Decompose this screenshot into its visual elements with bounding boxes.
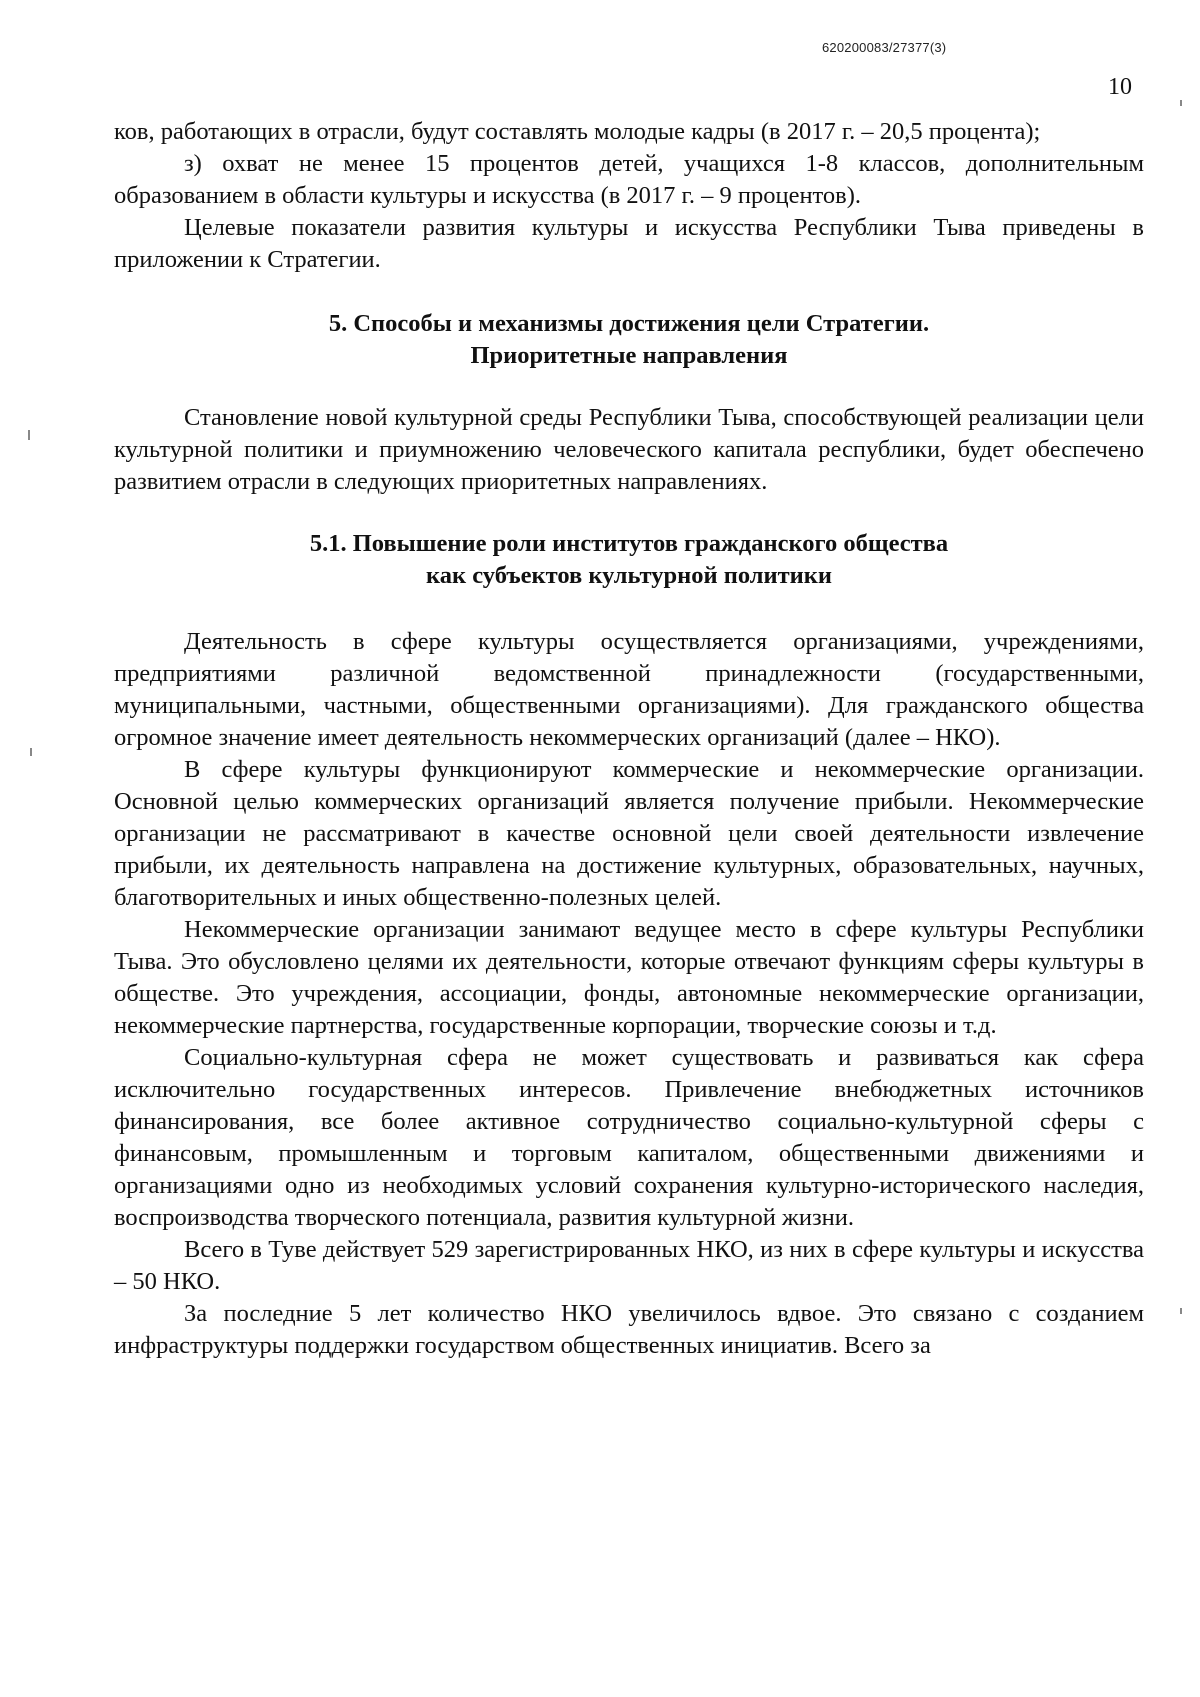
section-heading-5-1-line1: 5.1. Повышение роли институтов гражданского общества [309, 530, 949, 557]
section-heading-5-1-line2: как субъектов культурной политики [426, 562, 832, 589]
paragraph-target-indicators: Целевые показатели развития культуры и искусства Республики Тыва приведены в приложении к Стратегии. [114, 214, 1144, 273]
section-heading-5-line1: 5. Способы и механизмы достижения цели Стратегии. [328, 310, 930, 337]
scan-mark [1180, 1308, 1182, 1314]
scan-mark [1180, 100, 1182, 106]
document-body [114, 116, 1144, 1362]
section-heading-5-1 [114, 528, 1144, 592]
scan-mark [28, 430, 30, 440]
section-5-1-paragraph: Деятельность в сфере культуры осуществляется организациями, учреждениями, предприятиями различной ведомственной принадлежности (государственными, муниципальными, частными, общественными организациями). Для гражданского общества огромное значение имеет деятельность некоммерческих организаций (далее – НКО). [114, 628, 1144, 751]
section-5-1-paragraph: Всего в Туве действует 529 зарегистрированных НКО, из них в сфере культуры и искусства – 50 НКО. [114, 1236, 1144, 1295]
section-5-1-paragraph: В сфере культуры функционируют коммерческие и некоммерческие организации. Основной целью коммерческих организаций является получение прибыли. Некоммерческие организации не рассматривают в качестве основной цели своей деятельности извлечение прибыли, их деятельность направлена на достижение культурных, образовательных, научных, благотворительных и иных общественно-полезных целей. [114, 756, 1144, 911]
paragraph-item-z: з) охват не менее 15 процентов детей, учащихся 1-8 классов, дополнительным образованием в области культуры и искусства (в 2017 г. – 9 процентов). [114, 150, 1144, 209]
scan-mark [30, 748, 32, 756]
paragraph-continuation: ков, работающих в отрасли, будут составлять молодые кадры (в 2017 г. – 20,5 процента); [114, 118, 1041, 145]
section-heading-5-line2: Приоритетные направления [470, 342, 788, 369]
section-5-1-paragraph: Некоммерческие организации занимают ведущее место в сфере культуры Республики Тыва. Это обусловлено целями их деятельности, которые отвечают функциям сферы культуры в обществе. Это учреждения, ассоциации, фонды, автономные некоммерческие организации, некоммерческие партнерства, государственные корпорации, творческие союзы и т.д. [114, 916, 1144, 1039]
document-code: 620200083/27377(3) [822, 40, 947, 55]
page-number: 10 [1108, 74, 1132, 100]
section-heading-5 [114, 308, 1144, 372]
section-5-paragraph: Становление новой культурной среды Республики Тыва, способствующей реализации цели культурной политики и приумножению человеческого капитала республики, будет обеспечено развитием отрасли в следующих приоритетных направлениях. [114, 404, 1144, 495]
section-5-1-paragraph: За последние 5 лет количество НКО увеличилось вдвое. Это связано с созданием инфраструктуры поддержки государством общественных инициатив. Всего за [114, 1300, 1144, 1359]
section-5-1-paragraph: Социально-культурная сфера не может существовать и развиваться как сфера исключительно государственных интересов. Привлечение внебюджетных источников финансирования, все более активное сотрудничество социально-культурной сферы с финансовым, промышленным и торговым капиталом, общественными движениями и организациями одно из необходимых условий сохранения культурно-исторического наследия, воспроизводства творческого потенциала, развития культурной жизни. [114, 1044, 1144, 1231]
